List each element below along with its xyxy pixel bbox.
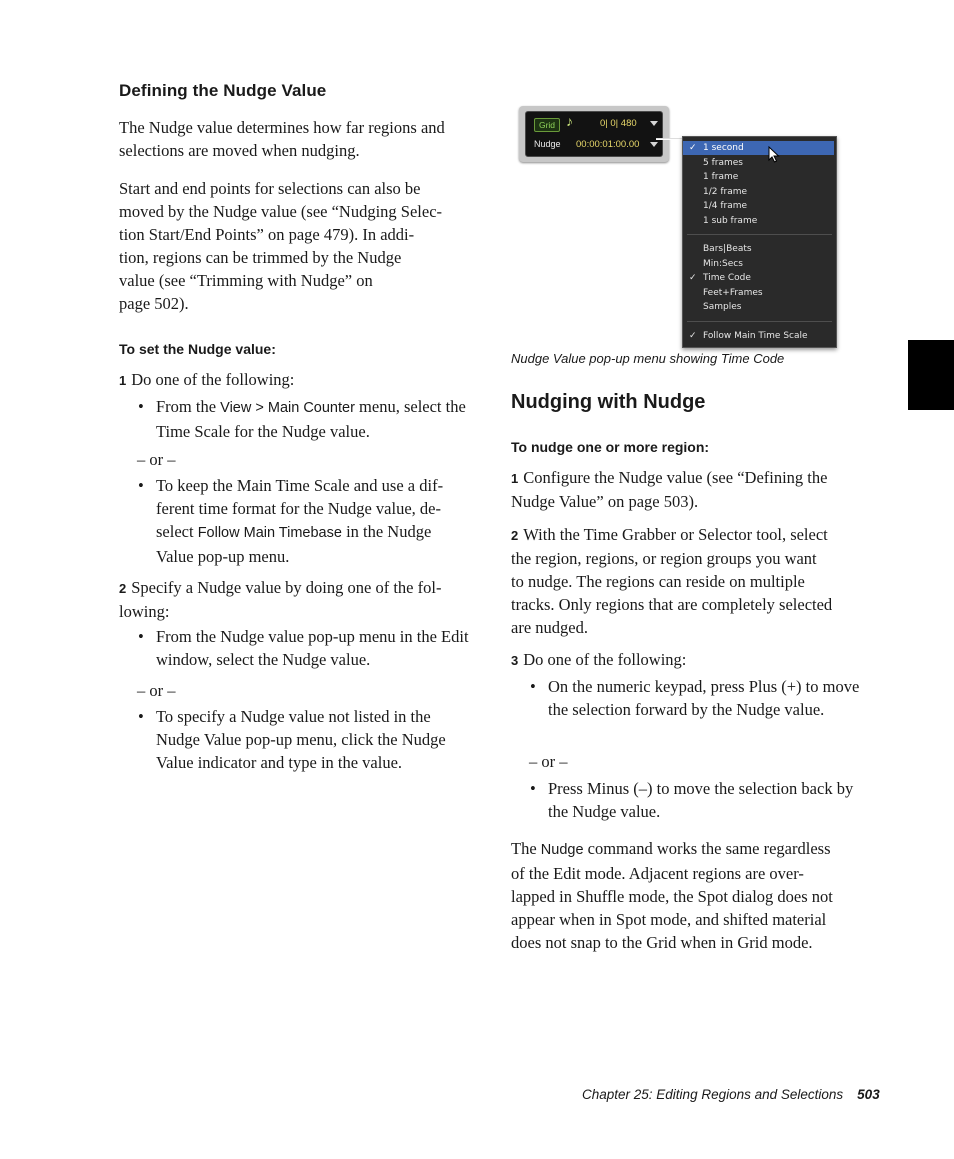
text-line: appear when in Spot mode, and shifted material [511, 910, 827, 929]
menu-divider [687, 321, 832, 322]
text: From the Nudge value pop-up menu in the Edit window, select the Nudge value. [156, 627, 469, 669]
menu-item-follow-main-timebase: Follow Main Timebase [197, 525, 342, 541]
text-line: does not snap to the Grid when in Grid mode. [511, 933, 813, 952]
counter-display [525, 111, 663, 157]
menu-item[interactable] [683, 199, 834, 213]
menu-item[interactable] [683, 214, 834, 228]
menu-item-label: Min:Secs [703, 258, 743, 269]
checkmark-icon: ✓ [689, 143, 697, 153]
page-footer [582, 1087, 880, 1102]
procedure-heading-set-nudge: To set the Nudge value: [119, 341, 276, 357]
text-line [156, 520, 496, 545]
text-line: Value pop-up menu. [156, 547, 290, 566]
step-text: Do one of the following: [131, 370, 295, 389]
menu-item-label: 1 sub frame [703, 216, 758, 226]
menu-item[interactable] [683, 242, 834, 256]
page-number: 503 [857, 1087, 880, 1102]
grid-button[interactable]: Grid [534, 118, 560, 132]
step-1 [119, 368, 294, 392]
text: menu, select the Time Scale for the Nudge value. [156, 397, 466, 441]
menu-item[interactable] [683, 286, 834, 300]
menu-item-label: Bars|Beats [703, 244, 752, 254]
step-number: 2 [511, 528, 519, 543]
checkmark-icon: ✓ [689, 331, 697, 341]
text-line: to nudge. The regions can reside on multiple [511, 572, 805, 591]
step-text: With the Time Grabber or Selector tool, select [523, 525, 828, 544]
menu-item[interactable] [683, 185, 834, 199]
step-number: 1 [511, 471, 519, 486]
step-text: Nudge Value” on page 503). [511, 492, 699, 511]
menu-item[interactable] [683, 156, 834, 170]
or-separator: – or – [137, 681, 176, 700]
menu-item[interactable] [683, 257, 834, 271]
step-1 [511, 466, 881, 513]
step-2 [511, 523, 881, 639]
section-heading-nudging-with-nudge: Nudging with Nudge [511, 391, 706, 413]
text: in the Nudge [341, 522, 432, 541]
bullet-glyph: • [138, 707, 144, 726]
bullet-view-main-counter [138, 395, 486, 443]
step-text: Configure the Nudge value (see “Defining the [523, 468, 828, 487]
or-separator: – or – [529, 752, 568, 771]
main-counter-panel [519, 106, 669, 162]
menu-item-label: 1 second [703, 143, 744, 153]
checkmark-icon: ✓ [689, 273, 697, 284]
text: select [156, 522, 198, 541]
text-line [511, 837, 891, 862]
step-text: lowing: [119, 602, 170, 621]
menu-item-label: Samples [703, 302, 742, 313]
menu-item[interactable] [683, 170, 834, 184]
text-line: page 502). [119, 294, 189, 313]
section-heading-defining-nudge: Defining the Nudge Value [119, 81, 327, 100]
text-line: tion Start/End Points” on page 479). In addi- [119, 225, 415, 244]
chapter-thumb-tab [908, 340, 954, 410]
menu-item-label: Follow Main Time Scale [703, 331, 808, 341]
text: To specify a Nudge value not listed in the Nudge Value pop-up menu, click the Nudge Value indicator and type in the value. [156, 707, 446, 772]
bullet-popup-select [138, 625, 481, 671]
nudge-points-paragraph [119, 177, 489, 315]
menu-item[interactable] [683, 141, 834, 155]
text-line: To keep the Main Time Scale and use a dif- [156, 476, 444, 495]
menu-item[interactable] [683, 329, 834, 343]
menu-name-view: View [220, 400, 252, 416]
text-line: are nudged. [511, 618, 588, 637]
menu-item[interactable] [683, 271, 834, 285]
text-line: value (see “Trimming with Nudge” on [119, 271, 373, 290]
bullet-follow-main-timebase [138, 474, 496, 568]
text-line: ferent time format for the Nudge value, de- [156, 499, 441, 518]
step-number: 1 [119, 373, 127, 388]
text-line: lapped in Shuffle mode, the Spot dialog does not [511, 887, 833, 906]
nudge-dropdown-arrow-icon[interactable] [650, 142, 658, 147]
text: On the numeric keypad, press Plus (+) to move the selection forward by the Nudge value. [548, 677, 860, 719]
grid-dropdown-arrow-icon[interactable] [650, 121, 658, 126]
menu-divider [687, 234, 832, 235]
bullet-glyph: • [138, 627, 144, 646]
text: The [511, 839, 541, 858]
text: Press Minus (–) to move the selection back by the Nudge value. [548, 779, 854, 821]
text-line: Start and end points for selections can also be [119, 179, 421, 198]
bullet-type-value [138, 705, 474, 774]
step-3 [511, 648, 686, 672]
or-separator: – or – [137, 450, 176, 469]
bullet-glyph: • [530, 779, 536, 798]
bullet-minus-back [530, 777, 873, 823]
text-line: tracks. Only regions that are completely selected [511, 595, 833, 614]
bullet-glyph: • [138, 476, 144, 495]
menu-separator: > [251, 400, 268, 416]
text-line: moved by the Nudge value (see “Nudging Selec- [119, 202, 443, 221]
menu-item-label: Time Code [703, 273, 751, 284]
intro-paragraph: The Nudge value determines how far regions and selections are moved when nudging. [119, 118, 445, 160]
menu-item[interactable] [683, 300, 834, 314]
bullet-glyph: • [530, 677, 536, 696]
figure-caption: Nudge Value pop-up menu showing Time Code [511, 351, 785, 366]
step-2 [119, 576, 489, 623]
menu-item-label: 1/2 frame [703, 186, 748, 197]
command-name-nudge: Nudge [540, 842, 584, 858]
menu-item-label: 5 frames [703, 157, 743, 168]
text: From the [156, 397, 221, 416]
procedure-heading-nudge-region: To nudge one or more region: [511, 439, 710, 455]
grid-value[interactable]: 0| 0| 480 [600, 118, 637, 129]
step-number: 3 [511, 653, 519, 668]
menu-name-main-counter: Main Counter [267, 400, 355, 416]
menu-item-label: Feet+Frames [703, 287, 763, 298]
text-line: the region, regions, or region groups you want [511, 549, 817, 568]
step-number: 2 [119, 581, 127, 596]
step-text: Specify a Nudge value by doing one of the fol- [131, 578, 442, 597]
text-line: of the Edit mode. Adjacent regions are over- [511, 864, 804, 883]
nudge-label: Nudge [534, 139, 561, 149]
nudge-command-paragraph [511, 837, 891, 954]
nudge-value-indicator[interactable]: 00:00:01:00.00 [576, 139, 640, 150]
text-line: tion, regions can be trimmed by the Nudge [119, 248, 402, 267]
bullet-glyph: • [138, 397, 144, 416]
menu-item-label: 1 frame [703, 172, 739, 183]
mouse-pointer-icon [768, 146, 780, 163]
bullet-plus-forward [530, 675, 868, 721]
menu-item-label: 1/4 frame [703, 201, 748, 212]
text: command works the same regardless [583, 839, 831, 858]
nudge-value-popup-menu [682, 136, 837, 348]
chapter-title: Chapter 25: Editing Regions and Selections [582, 1087, 844, 1102]
step-text: Do one of the following: [523, 650, 687, 669]
callout-line [656, 138, 684, 140]
music-note-icon: ♪ [566, 115, 573, 130]
